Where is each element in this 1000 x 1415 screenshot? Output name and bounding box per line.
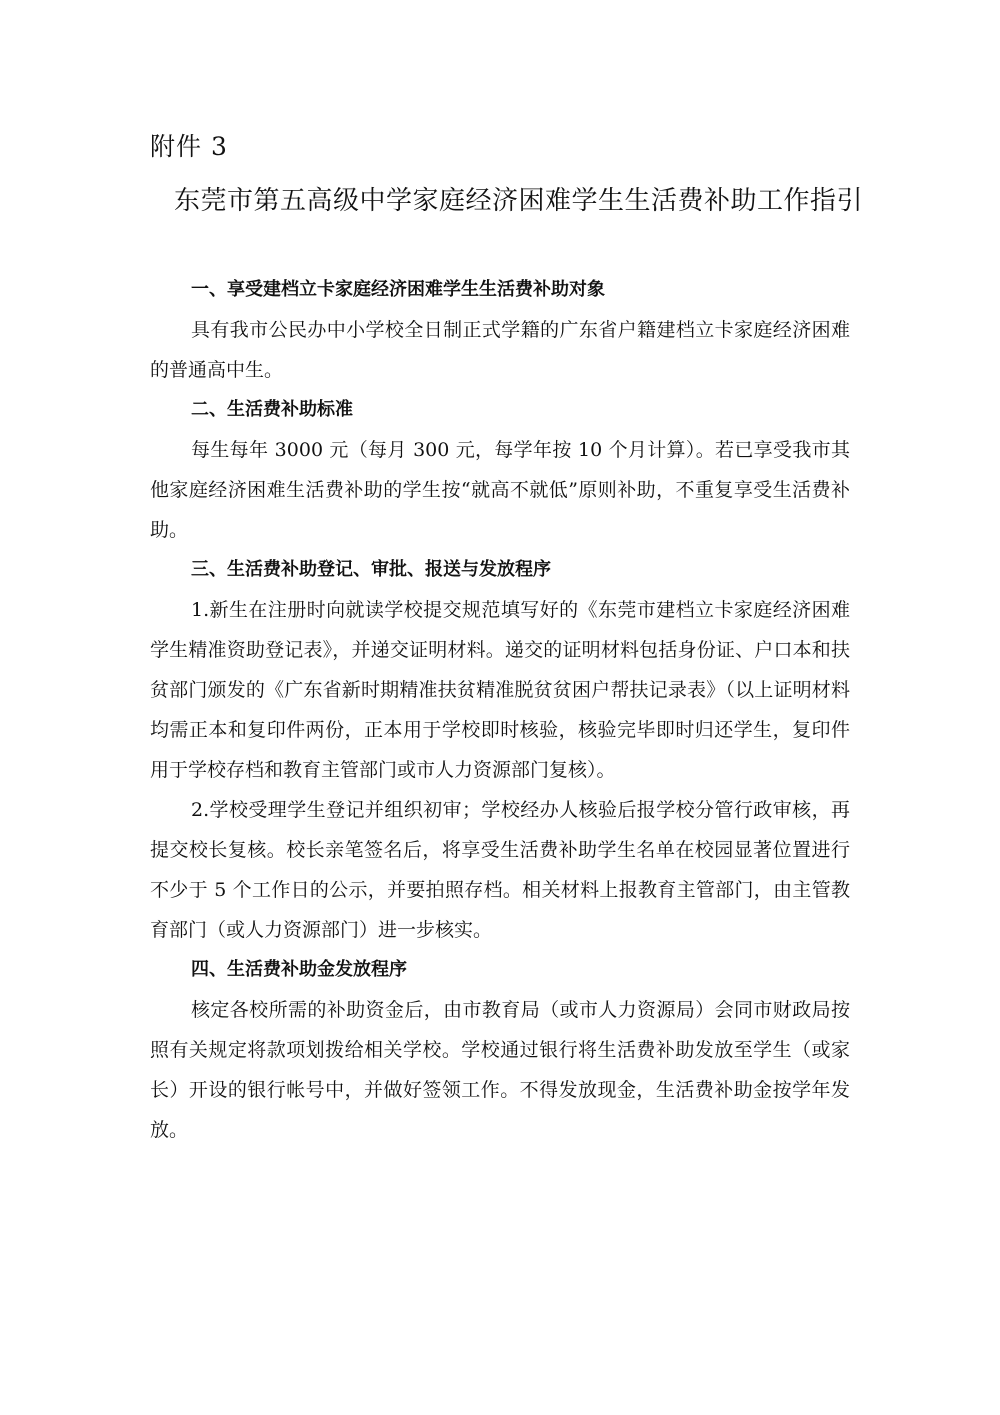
section-4-paragraph-1: 核定各校所需的补助资金后，由市教育局（或市人力资源局）会同市财政局按照有关规定将款项划拨给相关学校。学校通过银行将生活费补助发放至学生（或家长）开设的银行帐号中，并做好签领工作。不得发放现金，生活费补助金按学年发放。 [150, 999, 850, 1141]
document-body [150, 270, 850, 1150]
section-2-heading: 二、生活费补助标准 [191, 399, 353, 420]
section-4-heading: 四、生活费补助金发放程序 [191, 959, 407, 980]
section-1-paragraph-1: 具有我市公民办中小学校全日制正式学籍的广东省户籍建档立卡家庭经济困难的普通高中生。 [150, 319, 850, 381]
section-2-paragraph-1: 每生每年 3000 元（每月 300 元，每学年按 10 个月计算）。若已享受我市其他家庭经济困难生活费补助的学生按“就高不就低”原则补助，不重复享受生活费补助。 [150, 439, 850, 541]
document-title: 东莞市第五高级中学家庭经济困难学生生活费补助工作指引 [174, 186, 864, 216]
section-3-paragraph-1: 1.新生在注册时向就读学校提交规范填写好的《东莞市建档立卡家庭经济困难学生精准资助登记表》，并递交证明材料。递交的证明材料包括身份证、户口本和扶贫部门颁发的《广东省新时期精准扶贫精准脱贫贫困户帮扶记录表》（以上证明材料均需正本和复印件两份，正本用于学校即时核验，核验完毕即时归还学生，复印件用于学校存档和教育主管部门或市人力资源部门复核）。 [150, 599, 850, 781]
section-3-heading: 三、生活费补助登记、审批、报送与发放程序 [191, 559, 551, 580]
section-3-paragraph-2: 2.学校受理学生登记并组织初审；学校经办人核验后报学校分管行政审核，再提交校长复核。校长亲笔签名后，将享受生活费补助学生名单在校园显著位置进行不少于 5 个工作日的公示，并要拍照存档。相关材料上报教育主管部门，由主管教育部门（或人力资源部门）进一步核实。 [150, 799, 850, 941]
section-1-heading: 一、享受建档立卡家庭经济困难学生生活费补助对象 [191, 279, 605, 300]
attachment-label: 附件 3 [150, 132, 228, 161]
